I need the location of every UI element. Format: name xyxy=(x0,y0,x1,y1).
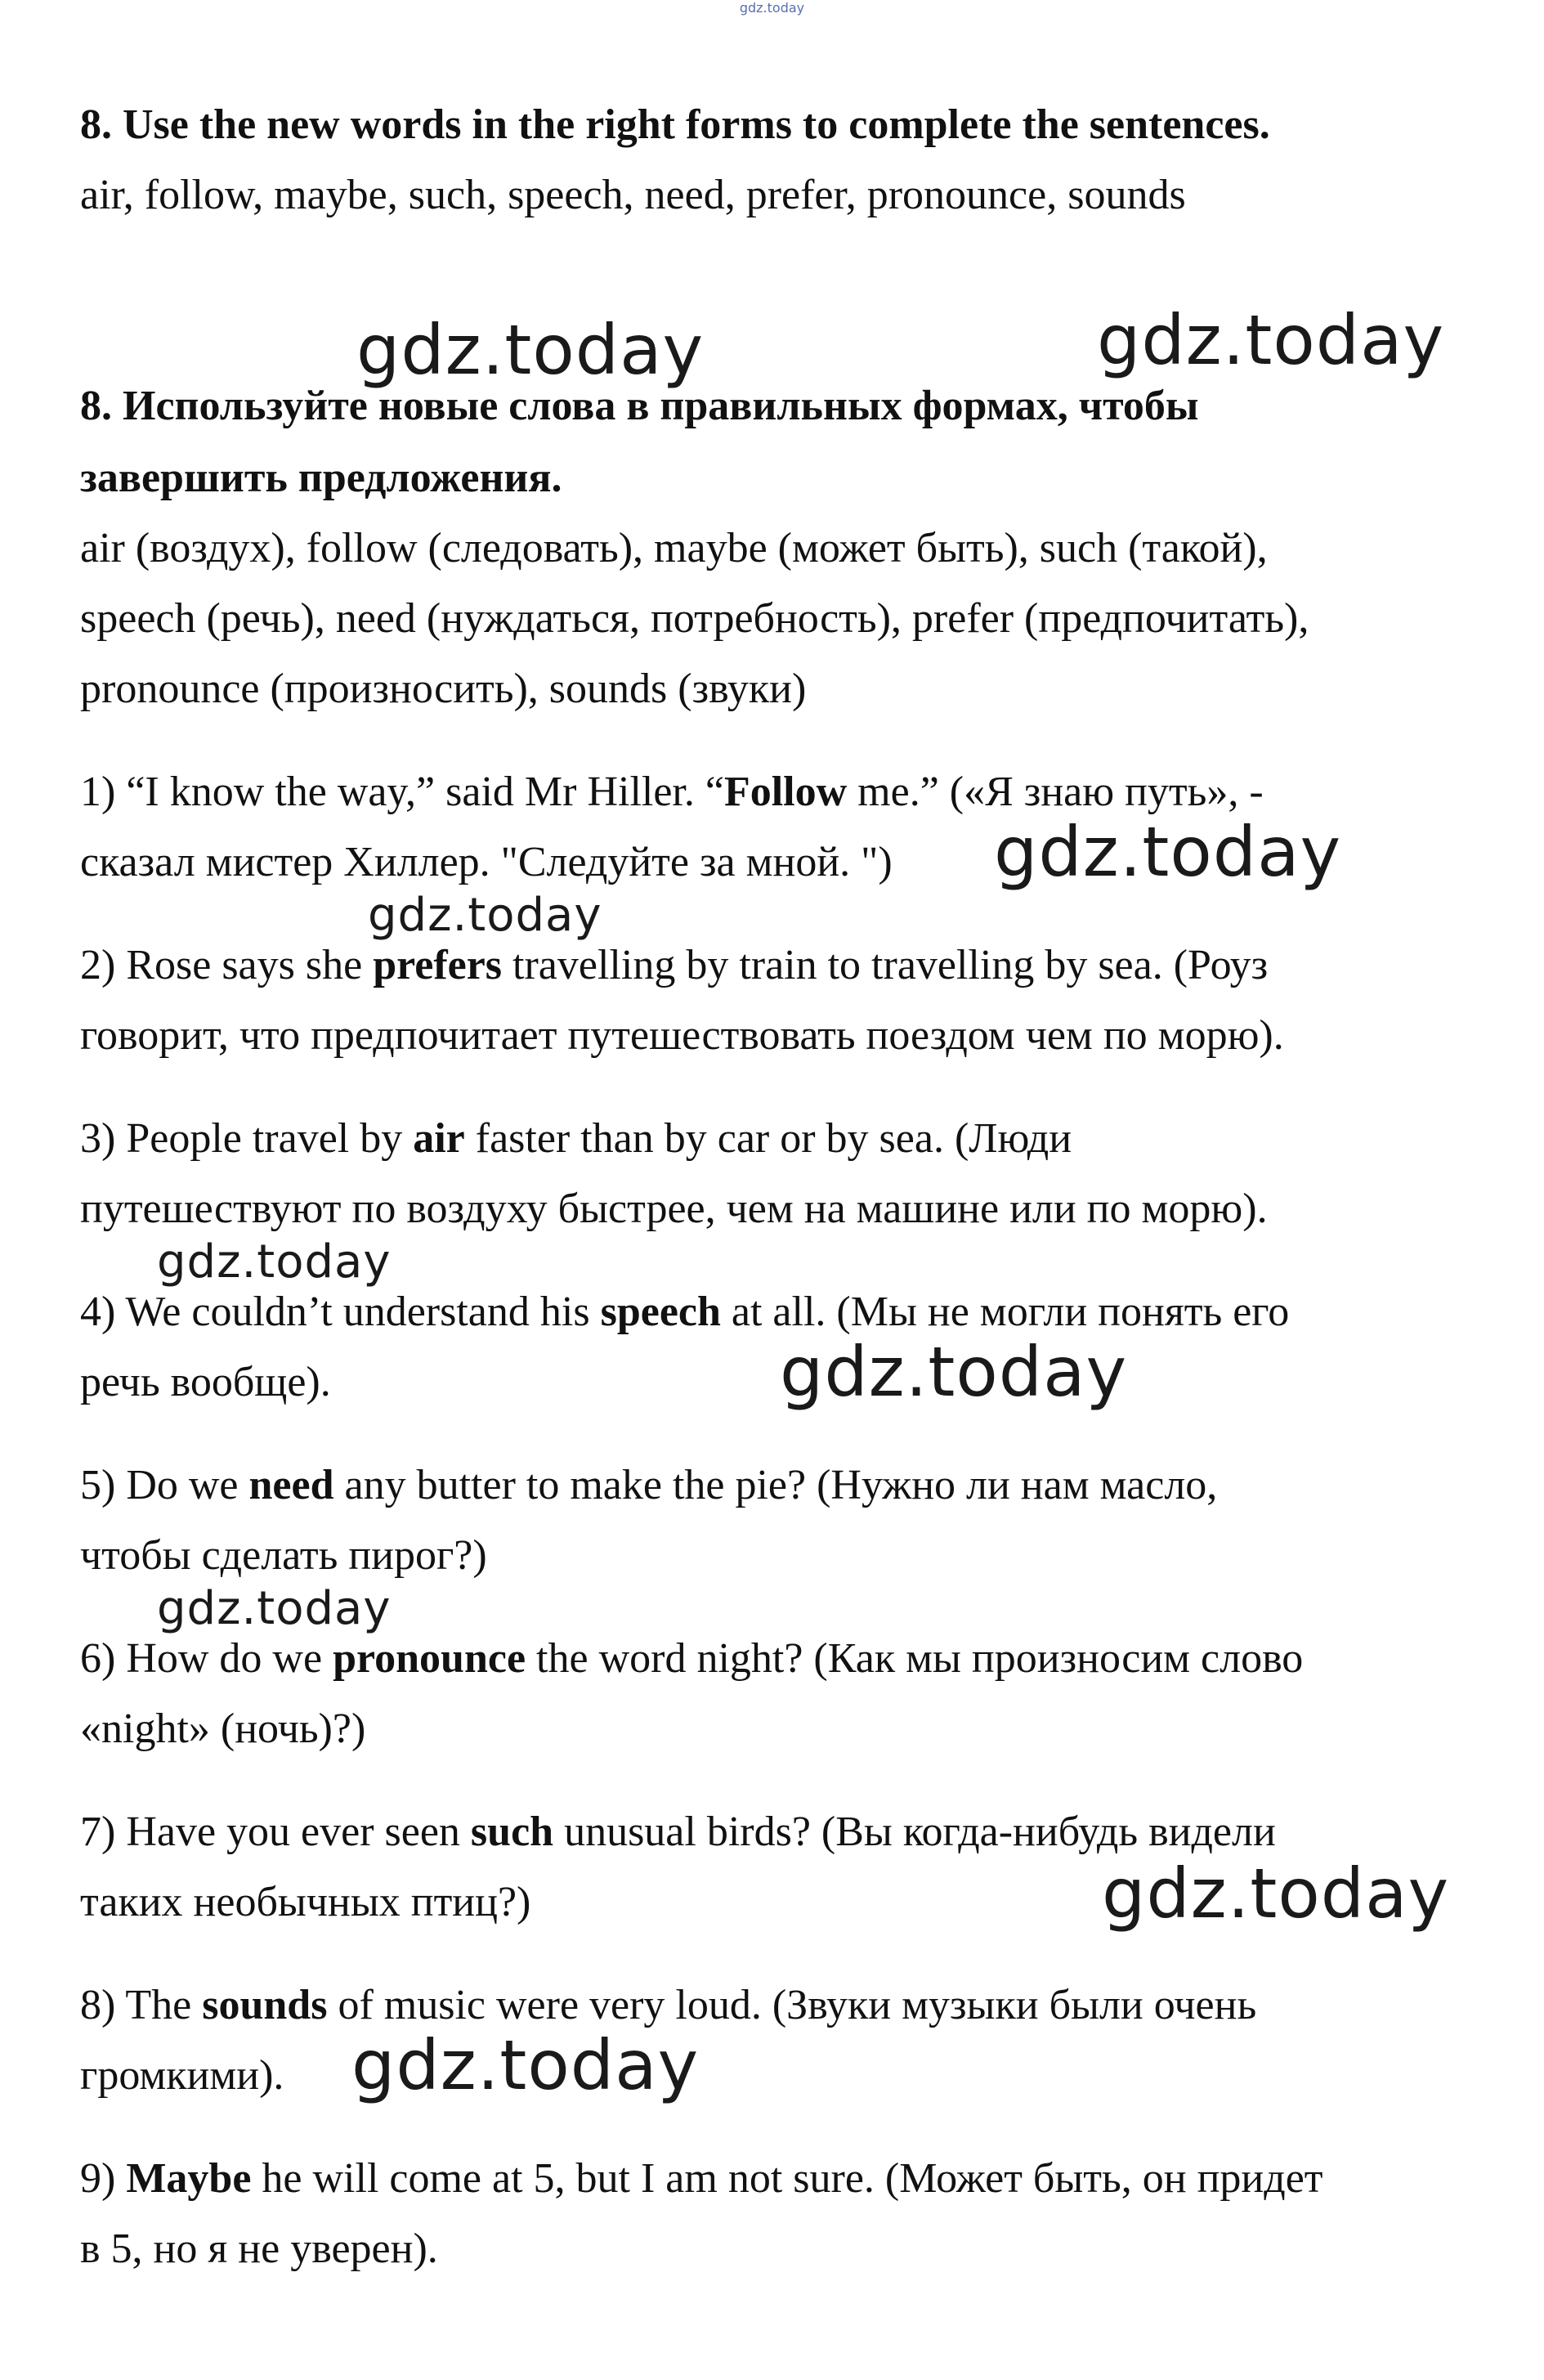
sentence-1-line-2: сказал мистер Хиллер. "Следуйте за мной. ") xyxy=(80,839,893,885)
sentence-9-line-1 xyxy=(80,2154,1519,2204)
sentence-text: the word night? (Как мы произносим слово xyxy=(526,1635,1304,1682)
answer-word: speech xyxy=(600,1289,721,1335)
word-list-russian-line-3: pronounce (произносить), sounds (звуки) xyxy=(80,666,807,712)
answer-word: pronounce xyxy=(333,1635,526,1682)
sentence-6-line-2: «night» (ночь)?) xyxy=(80,1705,366,1752)
top-watermark: gdz.today xyxy=(739,0,805,16)
sentence-text: at all. (Мы не могли понять его xyxy=(720,1289,1290,1335)
heading-russian-line-1: 8. Используйте новые слова в правильных формах, чтобы xyxy=(80,383,1199,429)
watermark: gdz.today xyxy=(351,2025,700,2105)
sentence-text: travelling by train to travelling by sea. (Роуз xyxy=(502,942,1269,988)
answer-word: such xyxy=(470,1809,554,1855)
answer-word: need xyxy=(248,1462,334,1508)
sentence-1-line-1 xyxy=(80,767,1519,818)
watermark: gdz.today xyxy=(1097,300,1445,380)
sentence-8-line-1 xyxy=(80,1980,1519,2031)
sentence-text: faster than by car or by sea. (Люди xyxy=(464,1115,1072,1162)
sentence-5-line-2: чтобы сделать пирог?) xyxy=(80,1532,487,1579)
sentence-3-line-2: путешествуют по воздуху быстрее, чем на машине или по морю). xyxy=(80,1186,1268,1232)
sentence-text: 5) Do we xyxy=(80,1462,249,1508)
sentence-text: he will come at 5, but I am not sure. (Может быть, он придет xyxy=(251,2155,1323,2202)
answer-word: air xyxy=(413,1115,465,1162)
sentence-7-line-2: таких необычных птиц?) xyxy=(80,1879,531,1925)
answer-word: Follow xyxy=(723,769,848,815)
sentence-5-line-1 xyxy=(80,1460,1519,1511)
sentence-text: 4) We couldn’t understand his xyxy=(80,1289,601,1335)
word-list-russian-line-2: speech (речь), need (нуждаться, потребность), prefer (предпочитать), xyxy=(80,595,1309,642)
word-list-english: air, follow, maybe, such, speech, need, prefer, pronounce, sounds xyxy=(80,172,1186,218)
sentence-2-line-1 xyxy=(80,940,1519,991)
answer-word: prefers xyxy=(373,942,503,988)
sentence-8-line-2: громкими). xyxy=(80,2052,284,2099)
sentence-text: 8) The xyxy=(80,1982,203,2028)
watermark: gdz.today xyxy=(994,812,1342,892)
sentence-text: 2) Rose says she xyxy=(80,942,374,988)
sentence-4-line-1 xyxy=(80,1287,1519,1338)
watermark: gdz.today xyxy=(1102,1853,1450,1934)
sentence-9-line-2: в 5, но я не уверен). xyxy=(80,2225,438,2272)
sentence-text: 9) xyxy=(80,2155,127,2202)
sentence-4-line-2: речь вообще). xyxy=(80,1359,331,1405)
sentence-7-line-1 xyxy=(80,1807,1519,1858)
watermark: gdz.today xyxy=(356,310,705,390)
watermark: gdz.today xyxy=(780,1332,1128,1412)
heading-english: 8. Use the new words in the right forms to complete the sentences. xyxy=(80,101,1270,148)
answer-word: sounds xyxy=(202,1982,328,2028)
sentence-text: any butter to make the pie? (Нужно ли нам масло, xyxy=(333,1462,1218,1508)
watermark: gdz.today xyxy=(157,1235,392,1289)
sentence-2-line-2: говорит, что предпочитает путешествовать поездом чем по морю). xyxy=(80,1012,1284,1059)
sentence-3-line-1 xyxy=(80,1114,1519,1164)
answer-word: Maybe xyxy=(126,2155,252,2202)
word-list-russian-line-1: air (воздух), follow (следовать), maybe (может быть), such (такой), xyxy=(80,525,1268,571)
sentence-text: 3) People travel by xyxy=(80,1115,414,1162)
sentence-6-line-1 xyxy=(80,1634,1519,1684)
sentence-text: of music were very loud. (Звуки музыки были очень xyxy=(327,1982,1257,2028)
watermark: gdz.today xyxy=(157,1582,392,1635)
sentence-text: 7) Have you ever seen xyxy=(80,1809,471,1855)
sentence-text: unusual birds? (Вы когда-нибудь видели xyxy=(553,1809,1276,1855)
sentence-text: 6) How do we xyxy=(80,1635,333,1682)
sentence-text: 1) “I know the way,” said Mr Hiller. “ xyxy=(80,769,724,815)
heading-russian-line-2: завершить предложения. xyxy=(80,455,562,501)
watermark: gdz.today xyxy=(368,889,602,942)
sentence-text: me.” («Я знаю путь», - xyxy=(847,769,1264,815)
